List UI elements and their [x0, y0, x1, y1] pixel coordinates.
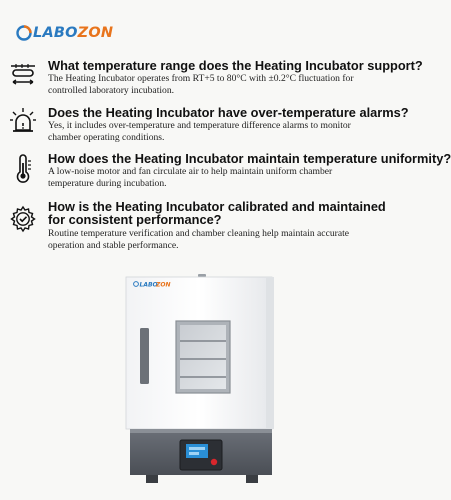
thermometer-range-icon [8, 60, 38, 90]
logo-text-part1: LABO [33, 25, 78, 41]
power-button [211, 459, 217, 465]
faq-question: How is the Heating Incubator calibrated and maintained for consistent performance? [48, 199, 386, 227]
gear-check-icon [8, 204, 38, 234]
svg-text:LABO: LABO [139, 281, 158, 289]
logo-text-part2: ZON [77, 25, 114, 41]
logo-flask-icon [16, 25, 32, 41]
brand-logo [16, 24, 113, 42]
door-handle [140, 328, 149, 384]
faq-question: What temperature range does the Heating Incubator support? [48, 58, 423, 73]
alarm-light-icon [8, 106, 38, 136]
faq-answer: Routine temperature verification and chamber cleaning help maintain accurate operation and stable performance. [48, 228, 349, 252]
heating-incubator-image [120, 274, 280, 500]
thermometer-icon [8, 154, 38, 184]
faq-question: How does the Heating Incubator maintain temperature uniformity? [48, 151, 451, 166]
display-screen [186, 444, 208, 458]
faq-question: Does the Heating Incubator have over-temperature alarms? [48, 105, 409, 120]
svg-text:ZON: ZON [156, 281, 171, 289]
faq-answer: The Heating Incubator operates from RT+5 to 80°C with ±0.2°C fluctuation for controlled laboratory incubation. [48, 73, 354, 97]
product-brand-label [134, 282, 171, 289]
faq-answer: Yes, it includes over-temperature and temperature difference alarms to monitor chamber operating conditions. [48, 120, 351, 144]
faq-answer: A low-noise motor and fan circulate air to help maintain uniform chamber temperature during incubation. [48, 166, 333, 190]
